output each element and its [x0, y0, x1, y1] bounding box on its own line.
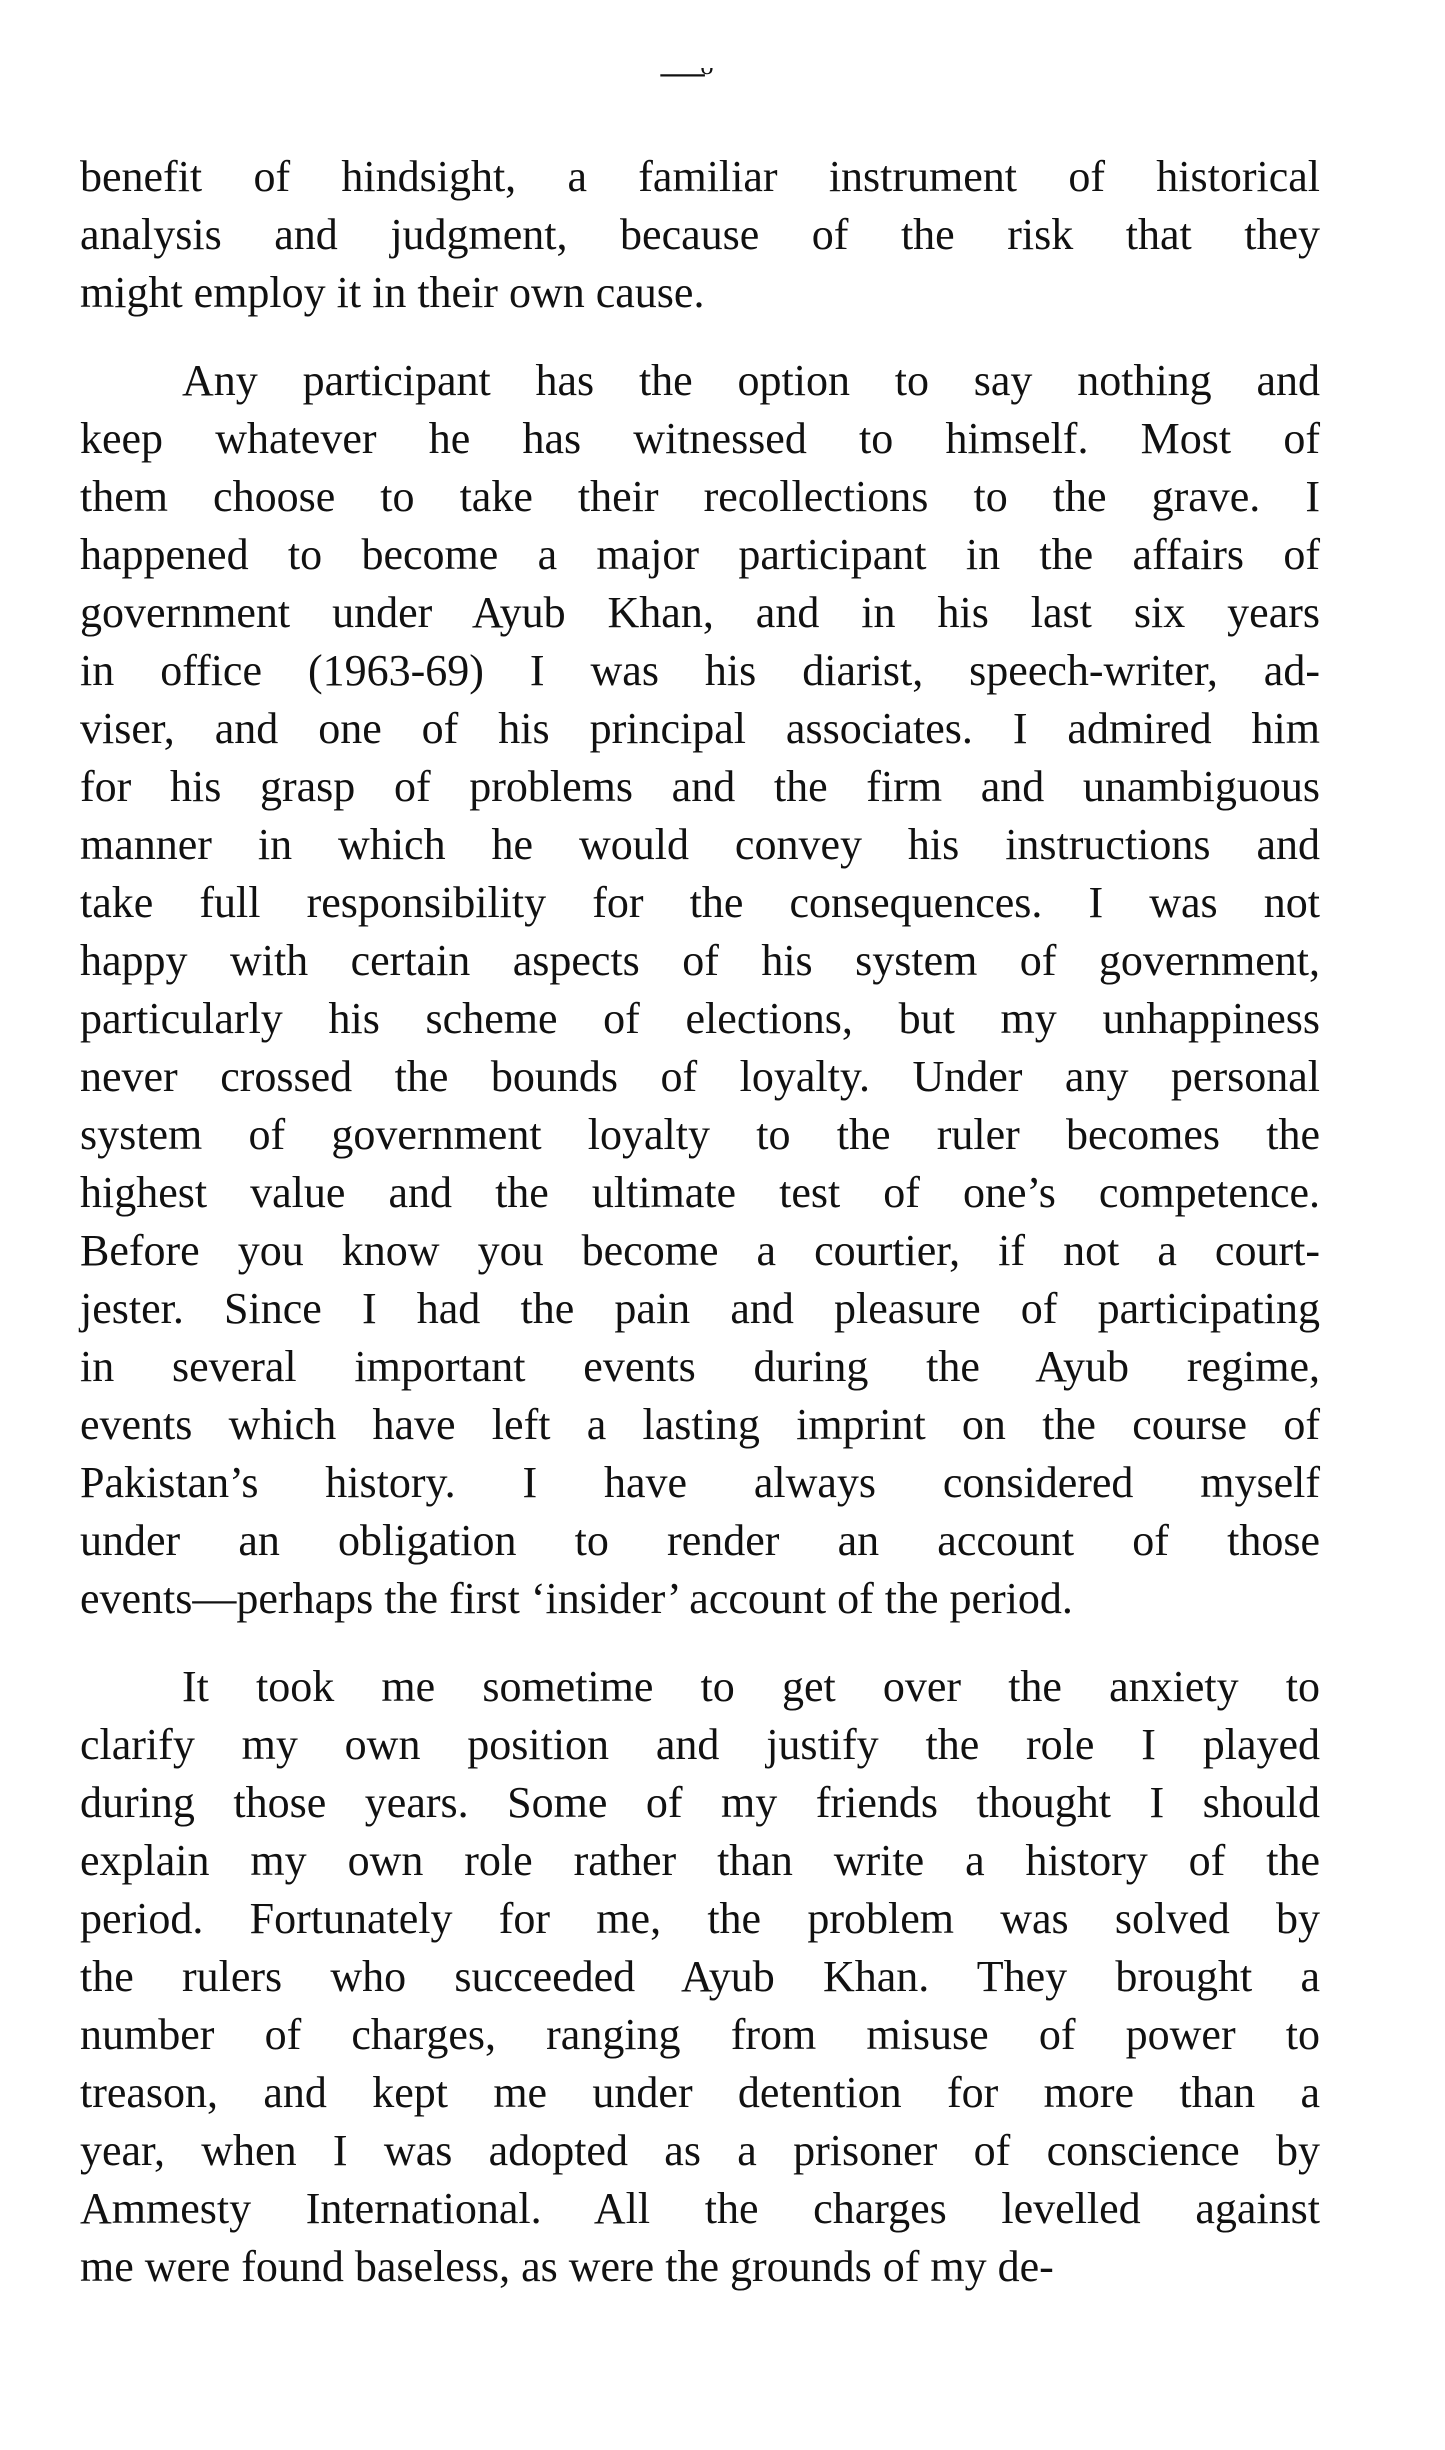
text-line: government under Ayub Khan, and in his last six years: [80, 588, 1320, 637]
text-line: me were found baseless, as were the grounds of my de-: [80, 2242, 1054, 2291]
text-line: Pakistan’s history. I have always considered myself: [80, 1458, 1320, 1507]
text-line: might employ it in their own cause.: [80, 268, 705, 317]
text-line: never crossed the bounds of loyalty. Under any personal: [80, 1052, 1320, 1101]
text-line: clarify my own position and justify the role I played: [80, 1720, 1320, 1769]
paragraph-2: [80, 352, 1320, 1628]
text-line: jester. Since I had the pain and pleasure of participating: [80, 1284, 1320, 1333]
text-line: manner in which he would convey his instructions and: [80, 820, 1320, 869]
text-line: It took me sometime to get over the anxiety to: [182, 1662, 1320, 1711]
text-line: benefit of hindsight, a familiar instrument of historical: [80, 152, 1320, 201]
text-line: year, when I was adopted as a prisoner of conscience by: [80, 2126, 1320, 2175]
text-line: in several important events during the Ayub regime,: [80, 1342, 1320, 1391]
text-line: explain my own role rather than write a history of the: [80, 1836, 1320, 1885]
text-line: for his grasp of problems and the firm and unambiguous: [80, 762, 1320, 811]
text-line: events which have left a lasting imprint on the course of: [80, 1400, 1320, 1449]
text-line: period. Fortunately for me, the problem was solved by: [80, 1894, 1320, 1943]
text-line: system of government loyalty to the ruler becomes the: [80, 1110, 1320, 1159]
paragraph-3: [80, 1658, 1320, 2296]
page-number-mark: —ᵕ: [660, 47, 710, 96]
text-line: Any participant has the option to say nothing and: [182, 356, 1320, 405]
text-line: Before you know you become a courtier, if not a court-: [80, 1226, 1320, 1275]
text-line: keep whatever he has witnessed to himself. Most of: [80, 414, 1320, 463]
text-line: treason, and kept me under detention for more than a: [80, 2068, 1320, 2117]
text-line: happened to become a major participant in the affairs of: [80, 530, 1320, 579]
text-line: events—perhaps the first ‘insider’ account of the period.: [80, 1574, 1073, 1623]
text-line: particularly his scheme of elections, but my unhappiness: [80, 994, 1320, 1043]
text-line: them choose to take their recollections to the grave. I: [80, 472, 1320, 521]
text-line: analysis and judgment, because of the risk that they: [80, 210, 1320, 259]
text-line: happy with certain aspects of his system of government,: [80, 936, 1320, 985]
body-text: [80, 148, 1320, 2326]
text-line: take full responsibility for the consequences. I was not: [80, 878, 1320, 927]
text-line: highest value and the ultimate test of one’s competence.: [80, 1168, 1320, 1217]
text-line: the rulers who succeeded Ayub Khan. They brought a: [80, 1952, 1320, 2001]
text-line: under an obligation to render an account of those: [80, 1516, 1320, 1565]
paragraph-1: [80, 148, 1320, 322]
text-line: during those years. Some of my friends thought I should: [80, 1778, 1320, 1827]
text-line: viser, and one of his principal associates. I admired him: [80, 704, 1320, 753]
text-line: in office (1963-69) I was his diarist, speech-writer, ad-: [80, 646, 1320, 695]
text-line: Ammesty International. All the charges levelled against: [80, 2184, 1320, 2233]
text-line: number of charges, ranging from misuse of power to: [80, 2010, 1320, 2059]
